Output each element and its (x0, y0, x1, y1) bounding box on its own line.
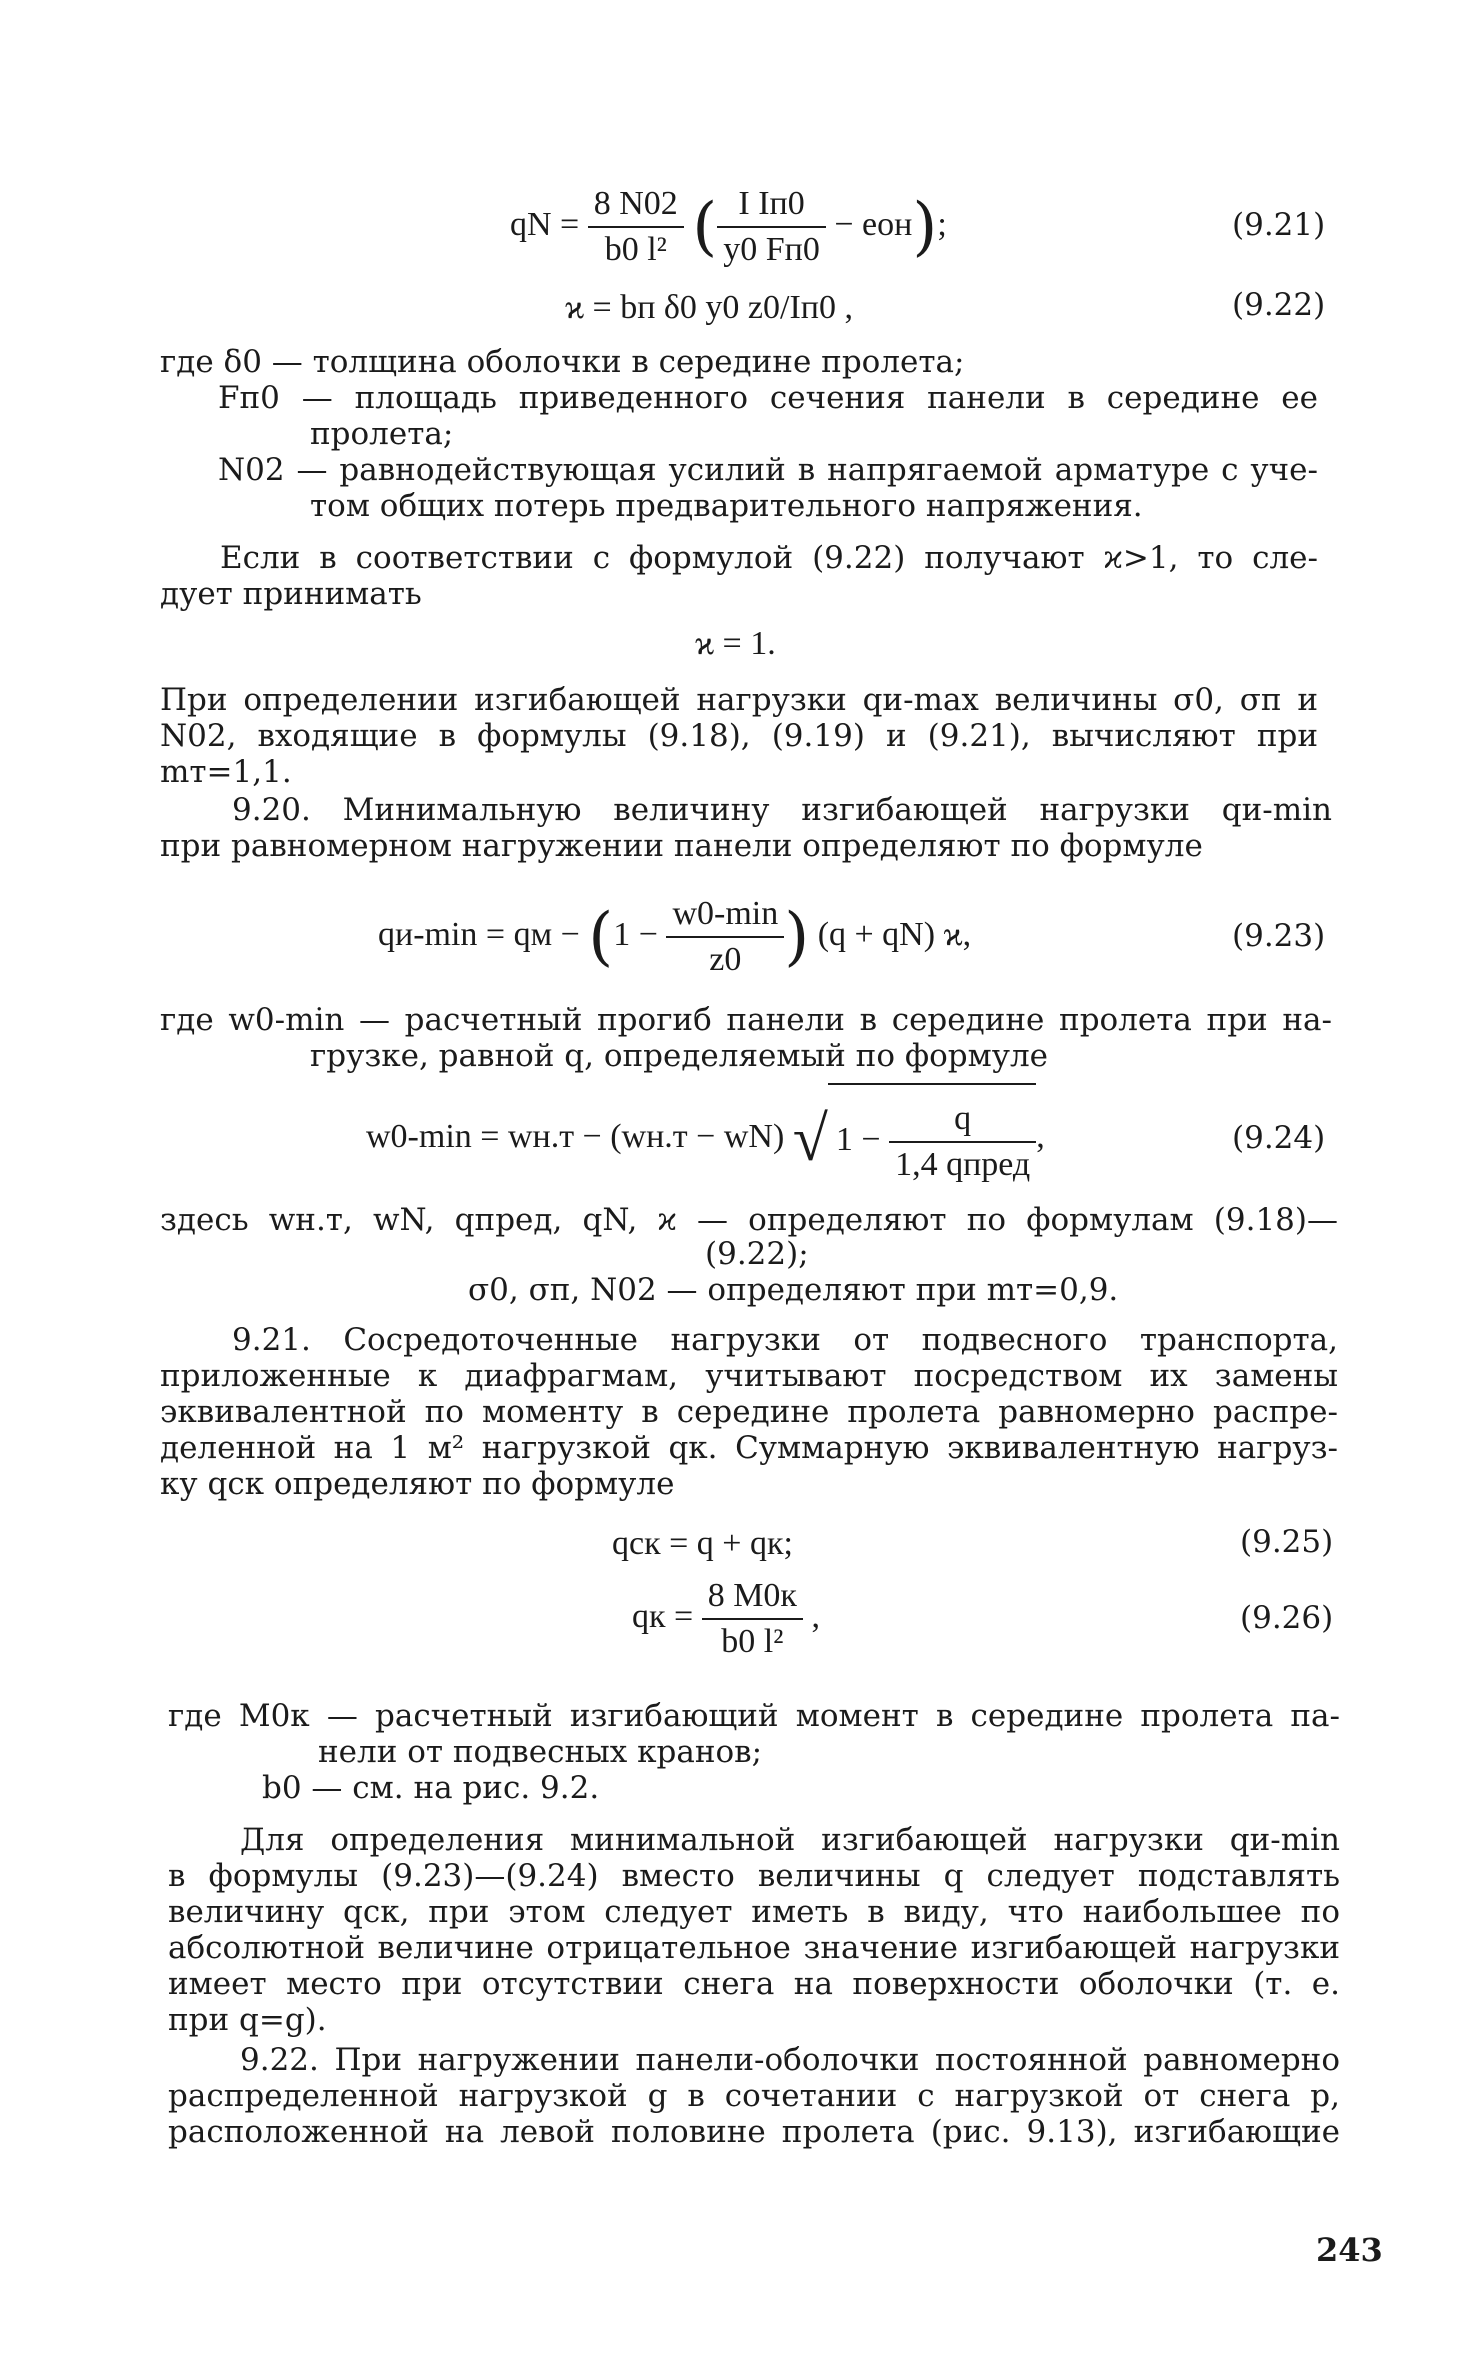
page-number: 243 (1316, 2231, 1383, 2269)
equation-9-24: w0-min = wн.т − (wн.т − wN) √ 1 − $\frac{q}{\text{1,4 qпред}}$ , (366, 1082, 1045, 1195)
definition-line: b0 — см. на рис. 9.2. (262, 1770, 600, 1806)
paragraph-line: деленной на 1 м² нагрузкой qк. Суммарную эквивалентную нагруз- (160, 1430, 1338, 1466)
paragraph-line: при q=g). (168, 2002, 327, 2038)
equation-9-22: ϰ = bп δ0 y0 z0/Iп0 , (565, 289, 853, 326)
paragraph-line: величину qск, при этом следует иметь в виду, что наибольшее по (168, 1894, 1340, 1930)
definition-line: здесь wн.т, wN, qпред, qN, ϰ — определяют по формулам (9.18)— (160, 1202, 1338, 1238)
equation-number: (9.22) (1232, 287, 1326, 323)
equation-lhs: qN = (510, 206, 580, 243)
paragraph-line: N02, входящие в формулы (9.18), (9.19) и (9.21), вычисляют при (160, 718, 1318, 754)
paragraph-line: 9.20. Минимальную величину изгибающей нагрузки qи-min (232, 792, 1332, 828)
fraction: $\frac{8 N02}{\text{b0 l²}}$ (588, 182, 684, 272)
paragraph-line: При определении изгибающей нагрузки qи-max величины σ0, σп и (160, 682, 1318, 718)
equation-9-23: qи-min = qм − (1 − $\frac{w0-\min}{z0}$ ) (q + qN) ϰ, (378, 880, 971, 990)
equation-number: (9.21) (1232, 207, 1326, 243)
fraction: $\frac{8 M0к}{\text{b0 l²}}$ (702, 1574, 803, 1664)
sqrt-sign: √ (792, 1103, 828, 1175)
equation-9-26: qк = $\frac{8 M0к}{\text{b0 l²}}$ , (632, 1562, 820, 1672)
equation-number: (9.25) (1240, 1524, 1334, 1560)
paragraph-line: Для определения минимальной изгибающей нагрузки qи-min (240, 1822, 1340, 1858)
paragraph-line: абсолютной величине отрицательное значение изгибающей нагрузки (168, 1930, 1340, 1966)
equation-number: (9.26) (1240, 1600, 1334, 1636)
definition-line: пролета; (310, 416, 454, 452)
fraction: $\frac{\text{I Iп0}}{y0 Fп0}$ (717, 182, 826, 272)
definition-line: том общих потерь предварительного напряжения. (310, 488, 1143, 524)
definition-line: σ0, σп, N02 — определяют при mт=0,9. (468, 1272, 1119, 1308)
definition-line: N02 — равнодействующая усилий в напрягаемой арматуре с уче- (218, 452, 1318, 488)
paragraph-line: приложенные к диафрагмам, учитывают посредством их замены (160, 1358, 1338, 1394)
paragraph-line: 9.21. Сосредоточенные нагрузки от подвесного транспорта, (232, 1322, 1338, 1358)
equation-number: (9.23) (1232, 918, 1326, 954)
equation-number: (9.24) (1232, 1120, 1326, 1156)
equation-9-25: qск = q + qк; (612, 1525, 793, 1562)
equation-9-21: qN = $\frac{8 N02}{\text{b0 l²}}$ ( $\frac{\text{I Iп0}}{y0 Fп0}$ − eон); (510, 170, 947, 280)
equation-kappa: ϰ = 1. (695, 625, 776, 662)
paragraph-line: 9.22. При нагружении панели-оболочки постоянной равномерно (240, 2042, 1340, 2078)
paragraph-line: расположенной на левой половине пролета (рис. 9.13), изгибающие (168, 2114, 1340, 2150)
definition-line: (9.22); (705, 1236, 809, 1272)
paragraph-line: ку qск определяют по формуле (160, 1466, 675, 1502)
fraction: $\frac{w0-\min}{z0}$ (666, 892, 784, 982)
paragraph-line: распределенной нагрузкой g в сочетании с нагрузкой от снега p, (168, 2078, 1340, 2114)
definition-line: Fп0 — площадь приведенного сечения панели в середине ее (218, 380, 1318, 416)
paragraph-line: mт=1,1. (160, 754, 292, 790)
paragraph-line: при равномерном нагружении панели определяют по формуле (160, 828, 1203, 864)
paragraph-line: в формулы (9.23)—(9.24) вместо величины q следует подставлять (168, 1858, 1340, 1894)
paragraph-line: имеет место при отсутствии снега на поверхности оболочки (т. е. (168, 1966, 1340, 2002)
definition-line: где w0-min — расчетный прогиб панели в середине пролета при на- (160, 1002, 1332, 1038)
definition-line: грузке, равной q, определяемый по формуле (310, 1038, 1049, 1074)
definition-line: нели от подвесных кранов; (318, 1734, 763, 1770)
fraction: $\frac{q}{\text{1,4 qпред}}$ (889, 1097, 1036, 1187)
definition-line: где M0к — расчетный изгибающий момент в середине пролета па- (168, 1698, 1340, 1734)
definition-line: где δ0 — толщина оболочки в середине пролета; (160, 344, 965, 380)
paragraph-line: эквивалентной по моменту в середине пролета равномерно распре- (160, 1394, 1338, 1430)
paragraph-line: Если в соответствии с формулой (9.22) получают ϰ>1, то сле- (220, 540, 1318, 576)
paragraph-line: дует принимать (160, 576, 422, 612)
